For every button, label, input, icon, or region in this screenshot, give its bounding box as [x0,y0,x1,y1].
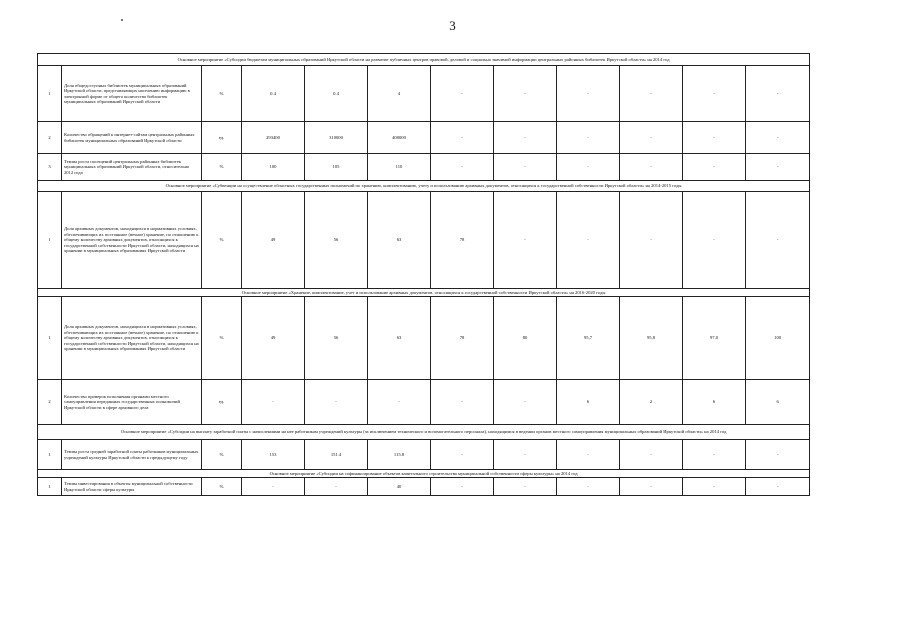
indicator-value: 78 [431,297,494,380]
row-number: 3 [38,154,62,181]
indicator-row [38,440,810,470]
indicator-value: 95,7 [557,297,620,380]
indicator-value: 40 [368,478,431,496]
indicator-row [38,297,810,380]
indicator-value: - [620,154,683,181]
indicator-value: 49 [242,297,305,380]
indicator-value: 310000 [305,122,368,154]
row-number: 1 [38,66,62,122]
indicator-value: - [431,66,494,122]
indicator-value: 293400 [242,122,305,154]
indicator-value: 151.4 [305,440,368,470]
indicator-value: - [620,122,683,154]
section-header-row [38,470,810,478]
indicator-value: - [557,154,620,181]
indicator-value: 6 [683,380,746,425]
section-title: Основное мероприятие «Хранение, комплектование, учет и использование архивных документов, относящихся к государственной собственности Иркутской области» на 2016-2020 годы [38,289,810,297]
indicator-value: - [620,192,683,289]
indicator-name: Темпы инвестирования в объекты муниципальной собственности Иркутской области сферы культуры [62,478,202,496]
indicator-row [38,122,810,154]
row-number: 1 [38,440,62,470]
indicator-value: - [746,478,810,496]
indicator-value: - [494,440,557,470]
indicator-value: 153 [242,440,305,470]
row-number: 2 [38,122,62,154]
section-title: Основное мероприятие «Субсидии бюджетам муниципальных образований Иркутской области на развитие публичных центров правовой, деловой и социально значимой информации центральных районных библиотек Иркутской области» на 2014 год [38,54,810,66]
indicator-value: - [746,122,810,154]
section-title: Основное мероприятие «Субвенции на осуществление областных государственных полномочий по хранению, комплектованию, учету и использованию архивных документов, относящихся к государственной собственности Иркутской области» на 2014-2015 годы [38,181,810,192]
page-number: 3 [449,18,456,33]
indicator-unit: ед. [202,122,242,154]
indicator-unit: % [202,154,242,181]
row-number: 1 [38,297,62,380]
section-title: Основное мероприятие «Субсидии на софинансирование объектов капитального строительства муниципальной собственности сферы культуры» на 2014 год [38,470,810,478]
scan-artifact [121,19,123,21]
indicator-value: - [368,380,431,425]
indicator-value: - [557,478,620,496]
indicator-name: Темпы роста средней заработной платы работников муниципальных учреждений культуры Иркутской области к предыдущему году [62,440,202,470]
indicator-value: - [557,192,620,289]
indicator-value: 63 [368,192,431,289]
section-header-row [38,425,810,440]
indicator-value: - [431,380,494,425]
indicator-value: 80 [494,297,557,380]
indicator-value: 0.4 [242,66,305,122]
indicator-row [38,478,810,496]
indicators-table [37,53,810,496]
indicator-value: - [431,122,494,154]
indicator-value: - [431,440,494,470]
indicator-name: Количество проверок исполнения органами местного самоуправления переданных государственных полномочий Иркутской области в сфере архивного дела [62,380,202,425]
indicator-value: 100 [242,154,305,181]
indicator-value: 78 [431,192,494,289]
indicator-value: - [746,66,810,122]
indicator-value: - [305,380,368,425]
indicator-value: - [494,478,557,496]
indicator-name: Количество обращений к интернет-сайтам центральных районных библиотек муниципальных образований Иркутской области [62,122,202,154]
indicator-value: - [557,440,620,470]
indicator-value: 63 [368,297,431,380]
indicator-value: 56 [305,297,368,380]
indicator-value: 115.8 [368,440,431,470]
indicator-unit: % [202,66,242,122]
indicator-value: 4 [368,66,431,122]
indicator-value: 6 [746,380,810,425]
indicator-value: - [683,192,746,289]
indicator-value: 110 [368,154,431,181]
indicator-value: - [683,122,746,154]
indicator-row [38,192,810,289]
indicator-value: - [494,380,557,425]
indicator-value: 100 [746,297,810,380]
indicator-name: Доля общедоступных библиотек муниципальных образований Иркутской области, представляющих населению информацию в электронной форме от общего количества библиотек муниципальных образований Иркутской области [62,66,202,122]
indicator-unit: % [202,192,242,289]
indicator-value: - [620,440,683,470]
indicator-value: - [746,440,810,470]
indicator-value: - [494,154,557,181]
indicator-value: - [620,478,683,496]
section-title: Основное мероприятие «Субсидии на выплату заработной платы с начислениями на нее работникам учреждений культуры (за исключением технического и вспомогательного персонала), находящимся в ведении органов местного самоуправления муниципальных образований Иркутской области» на 2014 год [38,425,810,440]
indicator-row [38,154,810,181]
indicator-value: - [683,478,746,496]
indicator-value: 6 [557,380,620,425]
indicator-value: - [746,192,810,289]
section-header-row [38,181,810,192]
indicator-unit: ед. [202,380,242,425]
indicator-name: Доля архивных документов, находящихся в нормативных условиях, обеспечивающих их постоянное (вечное) хранение, по отношению к общему количеству архивных документов, относящихся к государственной собственности Иркутской области, находящихся на хранении в муниципальных образованиях Иркутской области [62,192,202,289]
indicator-value: 95,8 [620,297,683,380]
indicator-value: - [431,478,494,496]
row-number: 1 [38,192,62,289]
indicator-value: 105 [305,154,368,181]
section-header-row [38,289,810,297]
indicator-value: - [242,380,305,425]
indicator-row [38,380,810,425]
indicator-value: 49 [242,192,305,289]
indicator-value: 0.4 [305,66,368,122]
indicator-value: - [242,478,305,496]
indicator-unit: % [202,297,242,380]
indicator-value: - [431,154,494,181]
indicator-value: - [683,440,746,470]
indicator-value: 2 [620,380,683,425]
indicator-value: 56 [305,192,368,289]
indicator-value: - [557,66,620,122]
indicator-value: 400000 [368,122,431,154]
indicator-unit: % [202,478,242,496]
indicator-row [38,66,810,122]
indicator-value: - [683,154,746,181]
indicator-value: 97,0 [683,297,746,380]
indicator-value: - [620,66,683,122]
indicator-value: - [494,192,557,289]
indicator-value: - [494,122,557,154]
indicator-unit: % [202,440,242,470]
indicator-value: - [557,122,620,154]
indicator-value: - [746,154,810,181]
indicator-value: - [683,66,746,122]
row-number: 1 [38,478,62,496]
indicator-value: - [305,478,368,496]
indicator-name: Темпы роста посещений центральных районных библиотек муниципальных образований Иркутской области, относительно 2012 года [62,154,202,181]
indicator-name: Доля архивных документов, находящихся в нормативных условиях, обеспечивающих их постоянное (вечное) хранение, по отношению к общему количеству архивных документов, относящихся к государственной собственности Иркутской области, находящихся на хранении в муниципальных образованиях Иркутской области [62,297,202,380]
row-number: 2 [38,380,62,425]
section-header-row [38,54,810,66]
indicator-value: - [494,66,557,122]
